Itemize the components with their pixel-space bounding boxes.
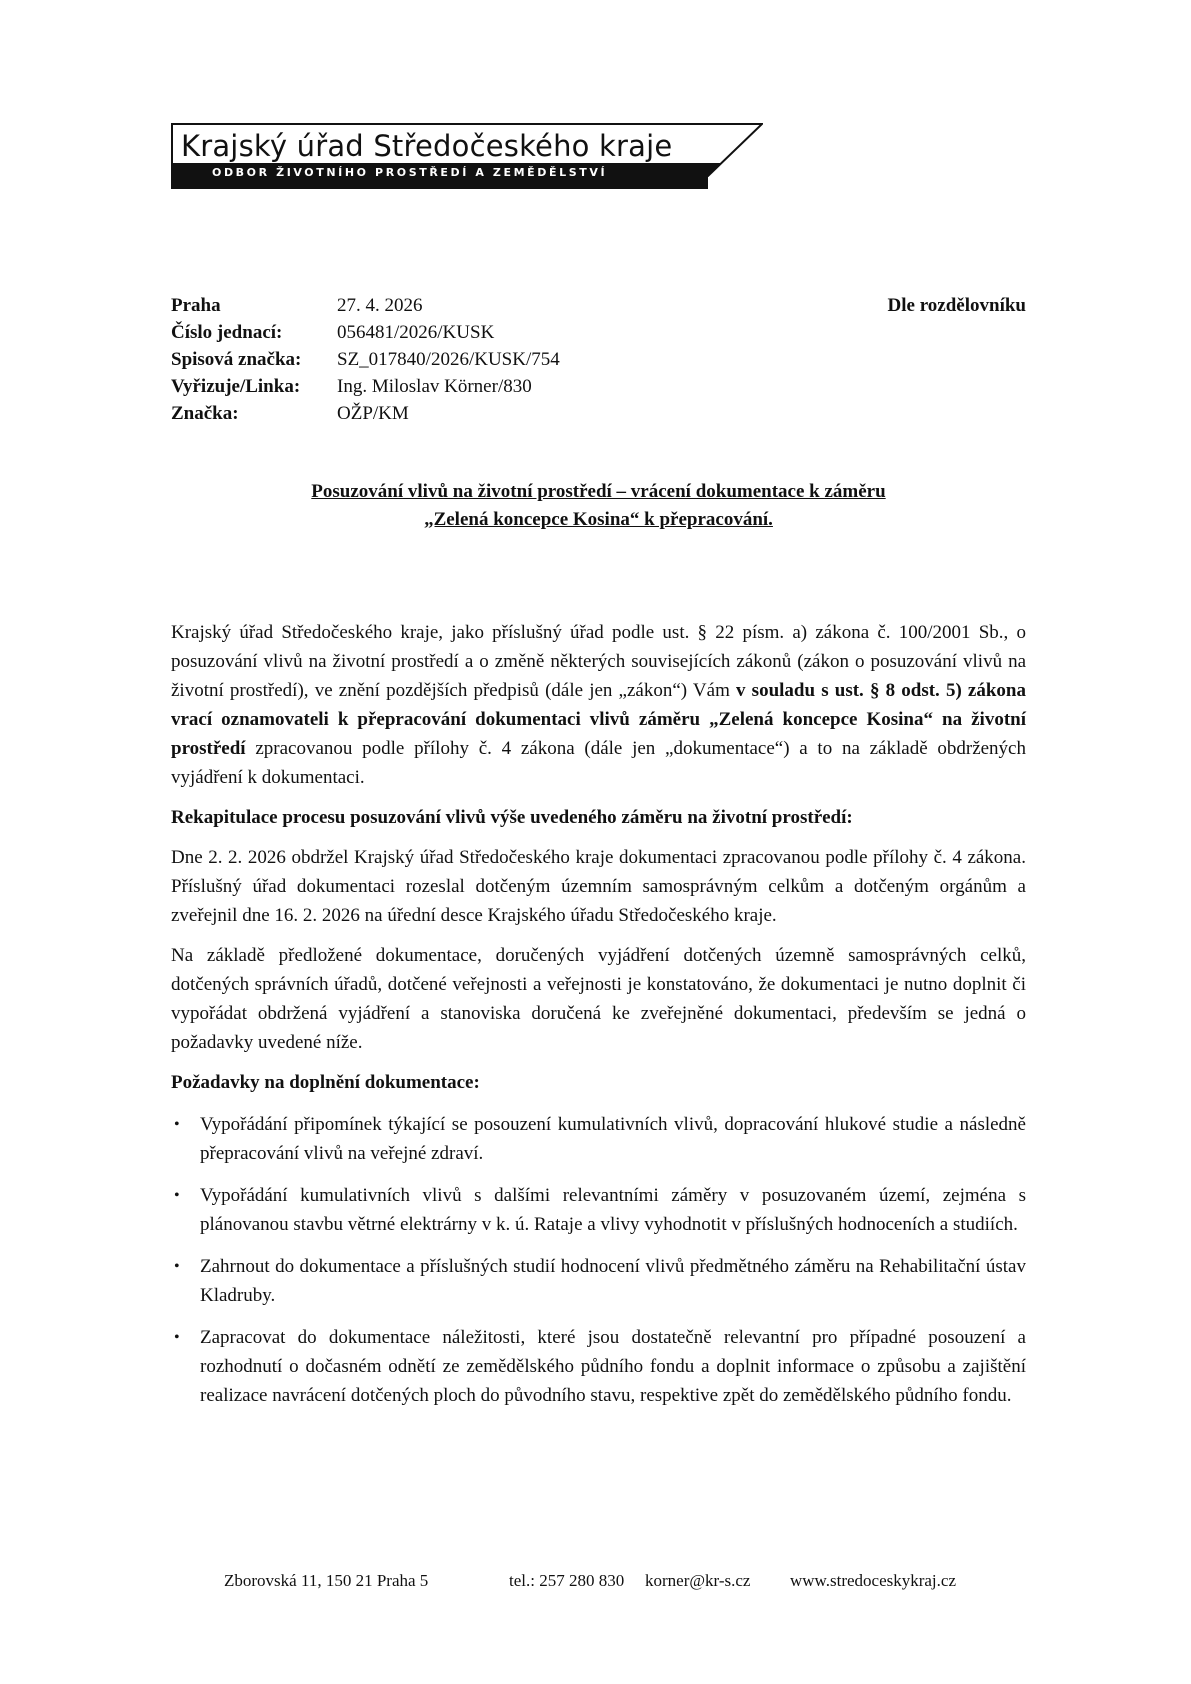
handler-name: Ing. Miloslav Körner/830 (337, 376, 532, 397)
bullet: • (174, 1258, 180, 1275)
info-row-file-mark (171, 346, 560, 373)
letterhead-logo (171, 123, 763, 189)
intro-text: zpracovanou podle přílohy č. 4 zákona (dále jen „dokumentace“) a to na základě obdržených vyjádření k dokumentaci. (171, 738, 1026, 788)
list-item-text: Zahrnout do dokumentace a příslušných studií hodnocení vlivů předmětného záměru na Rehabilitační ústav Kladruby. (200, 1256, 1026, 1306)
footer-address: Zborovská 11, 150 21 Praha 5 (224, 1571, 429, 1590)
list-item-text: Vypořádání kumulativních vlivů s dalšími relevantními záměry v posuzovaném území, zejména s plánovanou stavbu větrné elektrárny v k. ú. Rataje a vlivy vyhodnotit v příslušných hodnoceních a studiích. (200, 1185, 1026, 1235)
list-item (171, 1181, 1026, 1239)
list-item (171, 1110, 1026, 1168)
list-item-text: Vypořádání připomínek týkající se posouzení kumulativních vlivů, dopracování hlukové studie a následně přepracování vlivů na veřejné zdraví. (200, 1114, 1026, 1164)
reference-number: 056481/2026/KUSK (337, 322, 495, 343)
bullet: • (174, 1187, 180, 1204)
list-item (171, 1252, 1026, 1310)
letter-date: 27. 4. 2026 (337, 295, 423, 316)
list-item (171, 1323, 1026, 1410)
requirements-list (171, 1110, 1026, 1410)
footer-phone: tel.: 257 280 830 (509, 1571, 625, 1590)
info-row-handler (171, 373, 560, 400)
subject-line: Posuzování vlivů na životní prostředí – vrácení dokumentace k záměru (311, 481, 886, 502)
bullet: • (174, 1116, 180, 1133)
recap-paragraph: Na základě předložené dokumentace, doručených vyjádření dotčených územně samosprávných celků, dotčených správních úřadů, dotčené veřejnosti a veřejnosti je konstatováno, že dokumentaci je nutno doplnit či vypořádat obdržená vyjádření a stanoviska doručená ke zveřejněné dokumentaci, především se jedná o požadavky uvedené níže. (171, 945, 1026, 1053)
info-label: Značka: (171, 403, 239, 424)
info-label: Vyřizuje/Linka: (171, 376, 301, 397)
recipient: Dle rozdělovníku (887, 295, 1026, 316)
letter-body (171, 618, 1026, 1423)
subject-line: „Zelená koncepce Kosina“ k přepracování. (424, 509, 773, 530)
footer-email: korner@kr-s.cz (645, 1571, 751, 1590)
intro-text: Krajský úřad Středočeského kraje, jako příslušný úřad podle ust. § 22 písm. a) zákona č. 100/2001 Sb., o posuzování vlivů na životní prostředí a o změně některých souvisejících zákonů (zákon o posuzování vlivů na životní prostředí), ve znění pozdějších předpisů (dále jen „zákon“) Vám (171, 622, 1026, 701)
department-mark: OŽP/KM (337, 403, 409, 424)
intro-paragraph (171, 618, 1026, 792)
department-name: ODBOR ŽIVOTNÍHO PROSTŘEDÍ A ZEMĚDĚLSTVÍ (212, 166, 608, 179)
info-label: Praha (171, 295, 221, 316)
info-row-place (171, 292, 560, 319)
list-item-text: Zapracovat do dokumentace náležitosti, které jsou dostatečně relevantní pro případné posouzení a rozhodnutí o dočasném odnětí ze zemědělského půdního fondu a doplnit informace o způsobu a zajištění realizace navrácení dotčených ploch do původního stavu, respektive zpět do zemědělského půdního fondu. (200, 1327, 1026, 1406)
bullet: • (174, 1329, 180, 1346)
file-mark: SZ_017840/2026/KUSK/754 (337, 349, 560, 370)
footer-website: www.stredoceskykraj.cz (790, 1571, 956, 1590)
info-row-mark (171, 400, 560, 427)
info-row-reference-number (171, 319, 560, 346)
info-label: Spisová značka: (171, 349, 302, 370)
info-label: Číslo jednací: (171, 322, 283, 343)
reference-block (171, 292, 560, 427)
recap-heading: Rekapitulace procesu posuzování vlivů výše uvedeného záměru na životní prostředí: (171, 807, 853, 828)
office-name: Krajský úřad Středočeského kraje (181, 129, 673, 163)
intro-bold-text: v souladu s ust. § 8 odst. 5) zákona vrací oznamovateli k přepracování dokumentaci vlivů záměru „Zelená koncepce Kosina“ na životní prostředí (171, 680, 1026, 759)
letter-subject (171, 478, 1026, 534)
requirements-heading: Požadavky na doplnění dokumentace: (171, 1072, 480, 1093)
recap-paragraph: Dne 2. 2. 2026 obdržel Krajský úřad Středočeského kraje dokumentaci zpracovanou podle přílohy č. 4 zákona. Příslušný úřad dokumentaci rozeslal dotčeným územním samosprávným celkům a dotčeným orgánům a zveřejnil dne 16. 2. 2026 na úřední desce Krajského úřadu Středočeského kraje. (171, 847, 1026, 926)
